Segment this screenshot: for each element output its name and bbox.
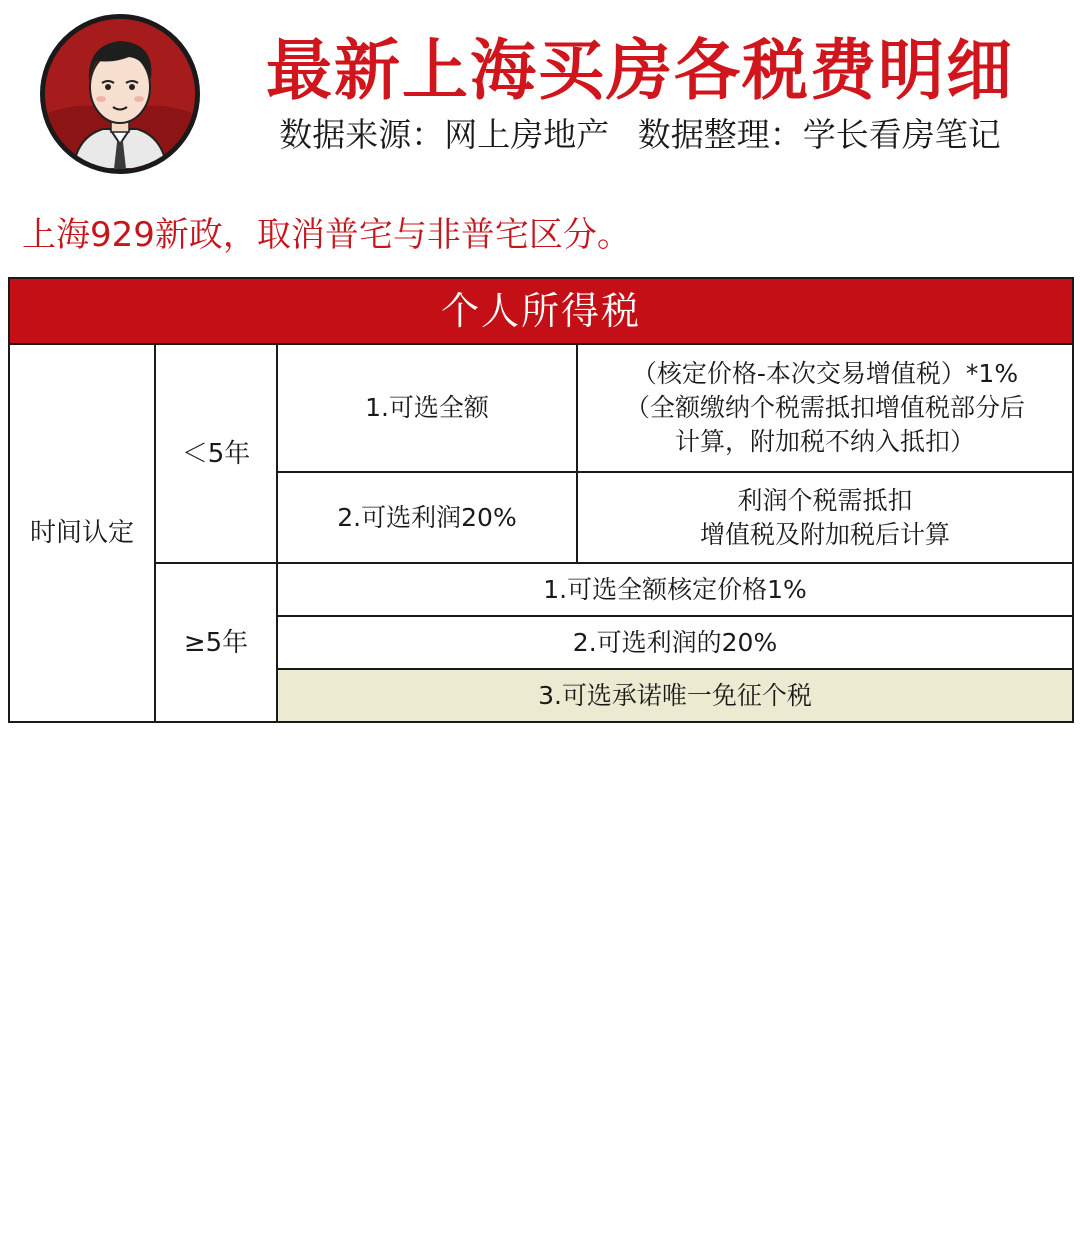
source-label: 数据来源：网上房地产 — [279, 115, 610, 154]
time-criteria-cell: 时间认定 — [9, 344, 155, 722]
option-cell: 1.可选全额 — [277, 344, 577, 472]
option-cell: 1.可选全额核定价格1% — [277, 563, 1073, 616]
detail-line: 利润个税需抵扣 — [737, 485, 913, 515]
option-cell: 2.可选利润的20% — [277, 616, 1073, 669]
detail-line: 计算，附加税不纳入抵扣） — [675, 427, 976, 456]
period-5-years-plus: ≥5年 — [155, 563, 277, 722]
table-row — [9, 563, 1073, 616]
option-cell: 2.可选利润20% — [277, 472, 577, 563]
detail-line: （全额缴纳个税需抵扣增值税部分后 — [625, 393, 1026, 422]
detail-cell — [577, 344, 1073, 472]
policy-notice: 上海929新政，取消普宅与非普宅区分。 — [22, 215, 631, 255]
detail-line: （核定价格-本次交易增值税）*1% — [631, 359, 1019, 388]
period-under-5-years: ＜5年 — [155, 344, 277, 563]
organizer-label: 数据整理：学长看房笔记 — [637, 115, 1001, 154]
income-tax-table — [8, 277, 1074, 723]
data-source-line — [220, 110, 1060, 160]
page-title: 最新上海买房各税费明细 — [266, 32, 1014, 109]
table-heading: 个人所得税 — [9, 278, 1073, 344]
option-cell-highlighted: 3.可选承诺唯一免征个税 — [277, 669, 1073, 722]
table-row — [9, 344, 1073, 472]
detail-line: 增值税及附加税后计算 — [700, 519, 951, 549]
avatar-portrait-icon — [40, 14, 200, 174]
detail-cell — [577, 472, 1073, 563]
